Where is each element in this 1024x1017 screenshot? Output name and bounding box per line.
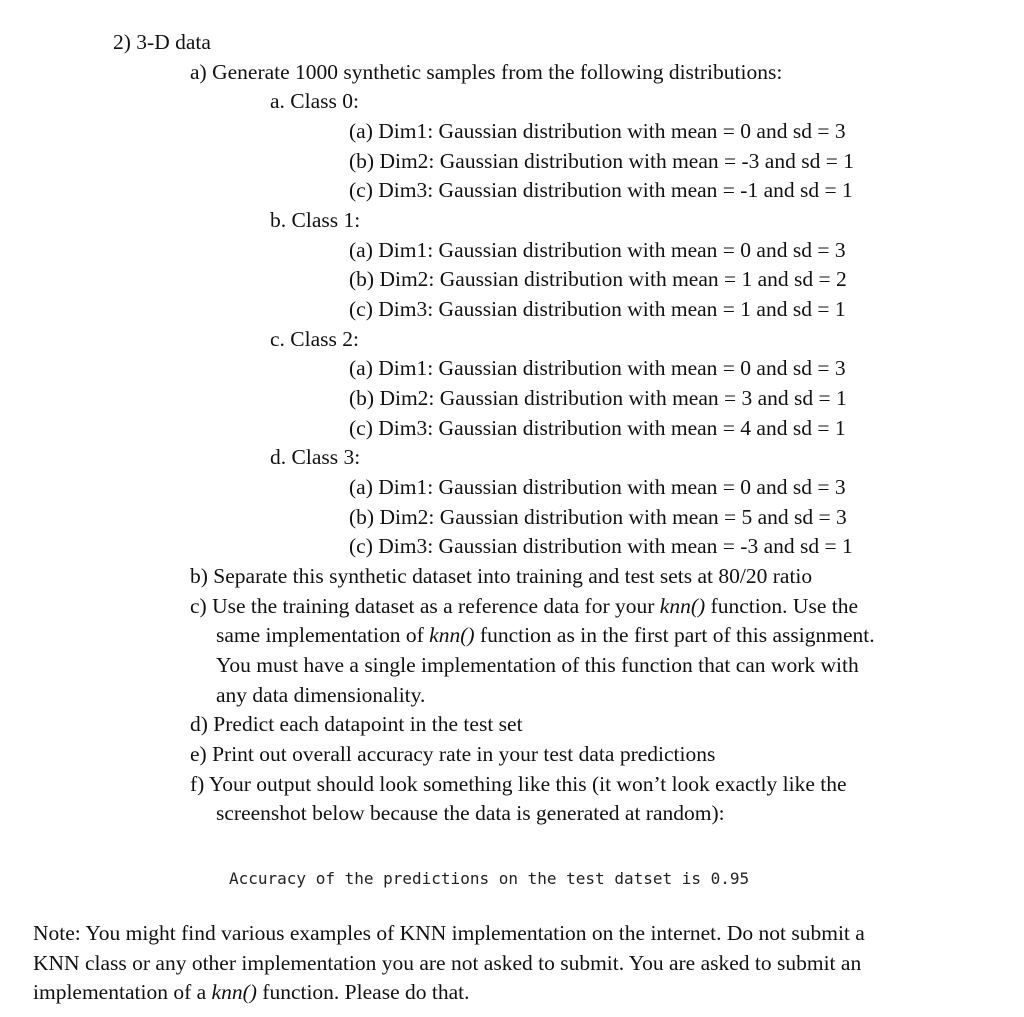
item-c-text: same implementation of — [216, 623, 430, 647]
class-3-dim3: (c) Dim3: Gaussian distribution with mean = -3 and sd = 1 — [349, 534, 853, 558]
note-text: function. Please do that. — [256, 980, 470, 1004]
class-2-dim1: (a) Dim1: Gaussian distribution with mean = 0 and sd = 3 — [349, 356, 846, 380]
item-c-line-2 — [216, 620, 875, 650]
item-b: b) Separate this synthetic dataset into training and test sets at 80/20 ratio — [190, 564, 813, 588]
item-d: d) Predict each datapoint in the test set — [190, 712, 523, 736]
item-c-text: function. Use the — [705, 594, 859, 618]
class-3-dim2: (b) Dim2: Gaussian distribution with mean = 5 and sd = 3 — [349, 505, 847, 529]
class-0-label: a. Class 0: — [270, 89, 359, 113]
section-heading: 2) 3-D data — [113, 30, 211, 54]
knn-function-name: knn() — [211, 980, 257, 1004]
item-a: a) Generate 1000 synthetic samples from the following distributions: — [190, 60, 783, 84]
item-e: e) Print out overall accuracy rate in your test data predictions — [190, 742, 716, 766]
knn-function-name: knn() — [429, 623, 475, 647]
item-f-line-2: screenshot below because the data is generated at random): — [216, 801, 725, 825]
class-2-dim2: (b) Dim2: Gaussian distribution with mean = 3 and sd = 1 — [349, 386, 847, 410]
class-1-label: b. Class 1: — [270, 208, 361, 232]
item-c-line-3: You must have a single implementation of this function that can work with — [216, 653, 859, 677]
sample-output: Accuracy of the predictions on the test datset is 0.95 — [229, 869, 750, 888]
item-c-line-4: any data dimensionality. — [216, 683, 426, 707]
class-1-dim1: (a) Dim1: Gaussian distribution with mean = 0 and sd = 3 — [349, 238, 846, 262]
class-1-dim3: (c) Dim3: Gaussian distribution with mean = 1 and sd = 1 — [349, 297, 846, 321]
item-f-line-1: f) Your output should look something like this (it won’t look exactly like the — [190, 772, 847, 796]
class-2-dim3: (c) Dim3: Gaussian distribution with mean = 4 and sd = 1 — [349, 416, 846, 440]
knn-function-name: knn() — [659, 594, 706, 618]
class-3-dim1: (a) Dim1: Gaussian distribution with mean = 0 and sd = 3 — [349, 475, 846, 499]
item-c-text: c) Use the training dataset as a reference data for your — [190, 594, 660, 618]
class-0-dim3: (c) Dim3: Gaussian distribution with mean = -1 and sd = 1 — [349, 178, 853, 202]
class-0-dim2: (b) Dim2: Gaussian distribution with mean = -3 and sd = 1 — [349, 149, 854, 173]
class-3-label: d. Class 3: — [270, 445, 361, 469]
class-2-label: c. Class 2: — [270, 327, 359, 351]
item-c-text: function as in the first part of this assignment. — [474, 623, 875, 647]
note-line-1: Note: You might find various examples of KNN implementation on the internet. Do not submit a — [33, 921, 865, 945]
note-text: implementation of a — [33, 980, 212, 1004]
class-1-dim2: (b) Dim2: Gaussian distribution with mean = 1 and sd = 2 — [349, 267, 847, 291]
item-c-line-1 — [190, 591, 858, 621]
note-line-2: KNN class or any other implementation you are not asked to submit. You are asked to submit an — [33, 951, 862, 975]
class-0-dim1: (a) Dim1: Gaussian distribution with mean = 0 and sd = 3 — [349, 119, 846, 143]
note-line-3 — [33, 977, 469, 1007]
